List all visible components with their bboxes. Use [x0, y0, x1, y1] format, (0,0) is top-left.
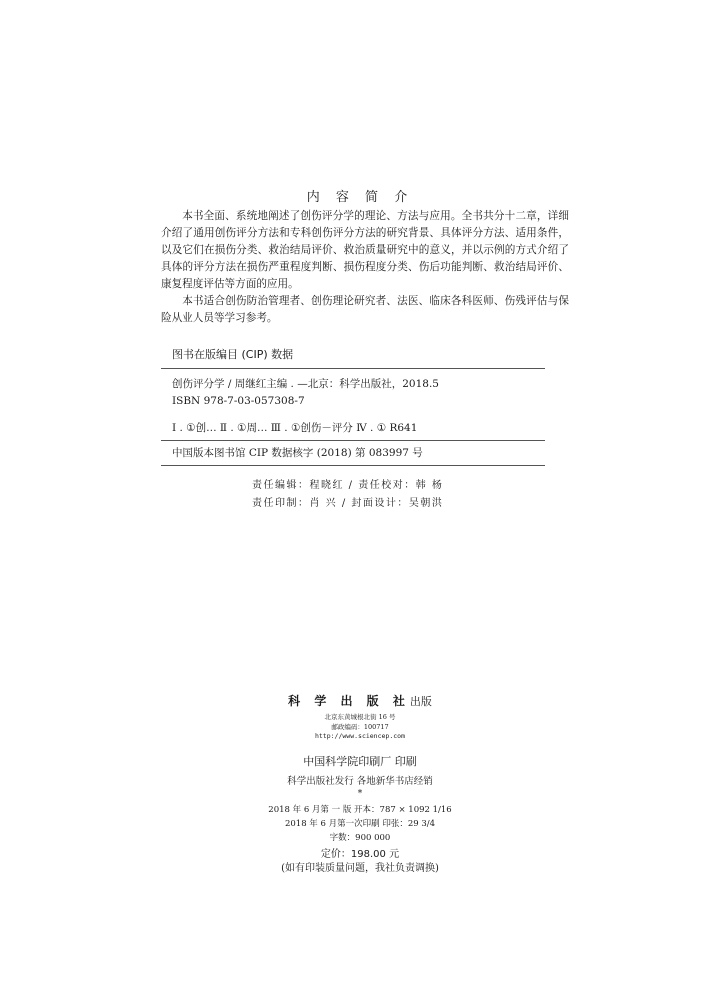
- separator-star: *: [357, 789, 363, 799]
- publisher-logo-text: 科 学 出 版 社: [288, 694, 410, 708]
- publisher-name: [0, 692, 720, 709]
- credit-production: 责任印制：肖 兴 / 封面设计：吴朝洪: [252, 498, 444, 509]
- printer: 中国科学院印刷厂 印刷: [303, 755, 417, 768]
- cip-classification: Ⅰ . ①创… Ⅱ . ①周… Ⅲ . ①创伤－评分 Ⅳ . ① R641: [172, 422, 418, 434]
- quality-note: (如有印装质量问题，我社负责调换): [281, 863, 439, 874]
- word-count: 字数：900 000: [329, 833, 391, 843]
- edition-info: 2018 年 6 月第 一 版 开本：787 × 1092 1/16: [268, 805, 452, 815]
- cip-heading: 图书在版编目 (CIP) 数据: [172, 348, 294, 361]
- summary-paragraph: 本书适合创伤防治管理者、创伤理论研究者、法医、临床各科医师、伤残评估与保险从业人员等学习参考。: [161, 295, 569, 324]
- credit-editors: 责任编辑：程晓红 / 责任校对：韩 杨: [252, 480, 444, 491]
- summary-title: 内 容 简 介: [306, 190, 414, 205]
- divider: [161, 440, 545, 441]
- cip-isbn: ISBN 978-7-03-057308-7: [172, 395, 305, 407]
- publisher-url: http://www.sciencep.com: [314, 732, 405, 740]
- distributor: 科学出版社发行 各地新华书店经销: [287, 776, 433, 787]
- printing-info: 2018 年 6 月第一次印刷 印张：29 3/4: [284, 819, 436, 829]
- summary-body: [161, 208, 569, 327]
- summary-paragraph: 本书全面、系统地阐述了创伤评分学的理论、方法与应用。全书共分十二章，详细介绍了通用创伤评分方法和专科创伤评分方法的研究背景、具体评分方法、适用条件，以及它们在损伤分类、救治结局评价、救治质量研究中的意义，并以示例的方式介绍了具体的评分方法在损伤严重程度判断、损伤程度分类、伤后功能判断、救治结局评价、康复程度评估等方面的应用。: [161, 210, 569, 290]
- price: 定价：198.00 元: [320, 849, 400, 860]
- divider: [161, 368, 545, 369]
- publisher-address: 北京东黄城根北街 16 号: [324, 713, 396, 721]
- cip-title-line: 创伤评分学 / 周继红主编 . —北京：科学出版社，2018.5: [172, 378, 439, 390]
- publisher-postcode: 邮政编码：100717: [331, 723, 389, 731]
- cip-verification: 中国版本图书馆 CIP 数据核字 (2018) 第 083997 号: [172, 447, 423, 459]
- divider: [161, 465, 545, 466]
- publisher-suffix: 出版: [409, 695, 432, 708]
